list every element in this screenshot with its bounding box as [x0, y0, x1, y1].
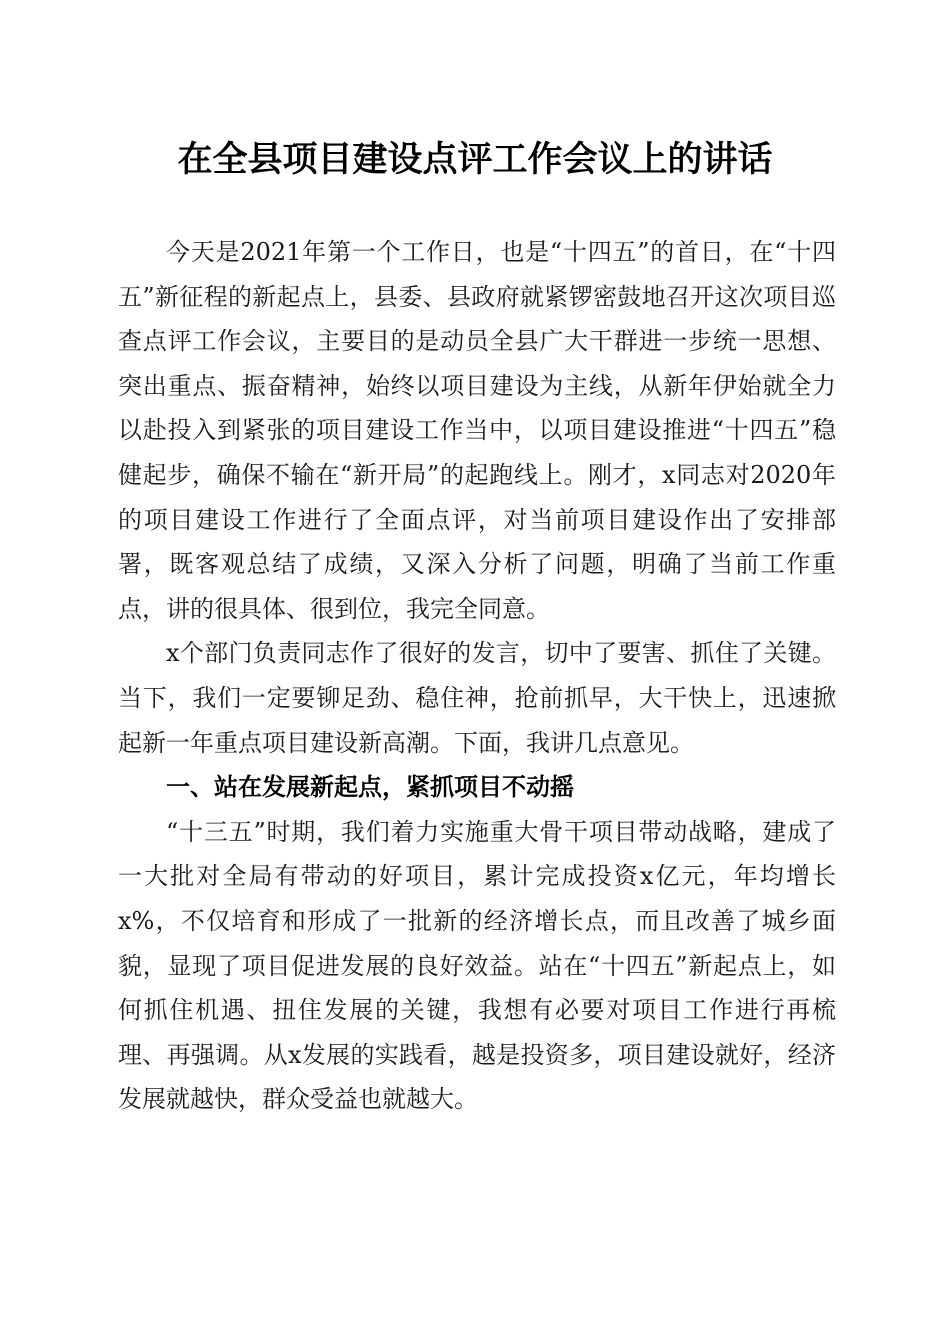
paragraph-opening: 今天是2021年第一个工作日，也是“十四五”的首日，在“十四五”新征程的新起点上，县委、县政府就紧锣密鼓地召开这次项目巡查点评工作会议，主要目的是动员全县广大干群进一步统一思想、突出重点、振奋精神，始终以项目建设为主线，从新年伊始就全力以赴投入到紧张的项目建设工作当中，以项目建设推进“十四五”稳健起步，确保不输在“新开局”的起跑线上。刚才，x同志对2020年的项目建设工作进行了全面点评，对当前项目建设作出了安排部署，既客观总结了成绩，又深入分析了问题，明确了当前工作重点，讲的很具体、很到位，我完全同意。: [118, 238, 836, 623]
document-title: 在全县项目建设点评工作会议上的讲话: [177, 139, 773, 180]
section-1-paragraph: “十三五”时期，我们着力实施重大骨干项目带动战略，建成了一大批对全局有带动的好项目，累计完成投资x亿元，年均增长x%，不仅培育和形成了一批新的经济增长点，而且改善了城乡面貌，显现了项目促进发展的良好效益。站在“十四五”新起点上，如何抓住机遇、扭住发展的关键，我想有必要对项目工作进行再梳理、再强调。从x发展的实践看，越是投资多，项目建设就好，经济发展就越快，群众受益也就越大。: [118, 817, 836, 1114]
section-heading-1: 一、站在发展新起点，紧抓项目不动摇: [166, 772, 574, 802]
paragraph-departments: x个部门负责同志作了很好的发言，切中了要害、抓住了关键。当下，我们一定要铆足劲、稳住神，抢前抓早，大干快上，迅速掀起新一年重点项目建设新高潮。下面，我讲几点意见。: [118, 639, 836, 757]
document-body: [118, 230, 836, 1122]
